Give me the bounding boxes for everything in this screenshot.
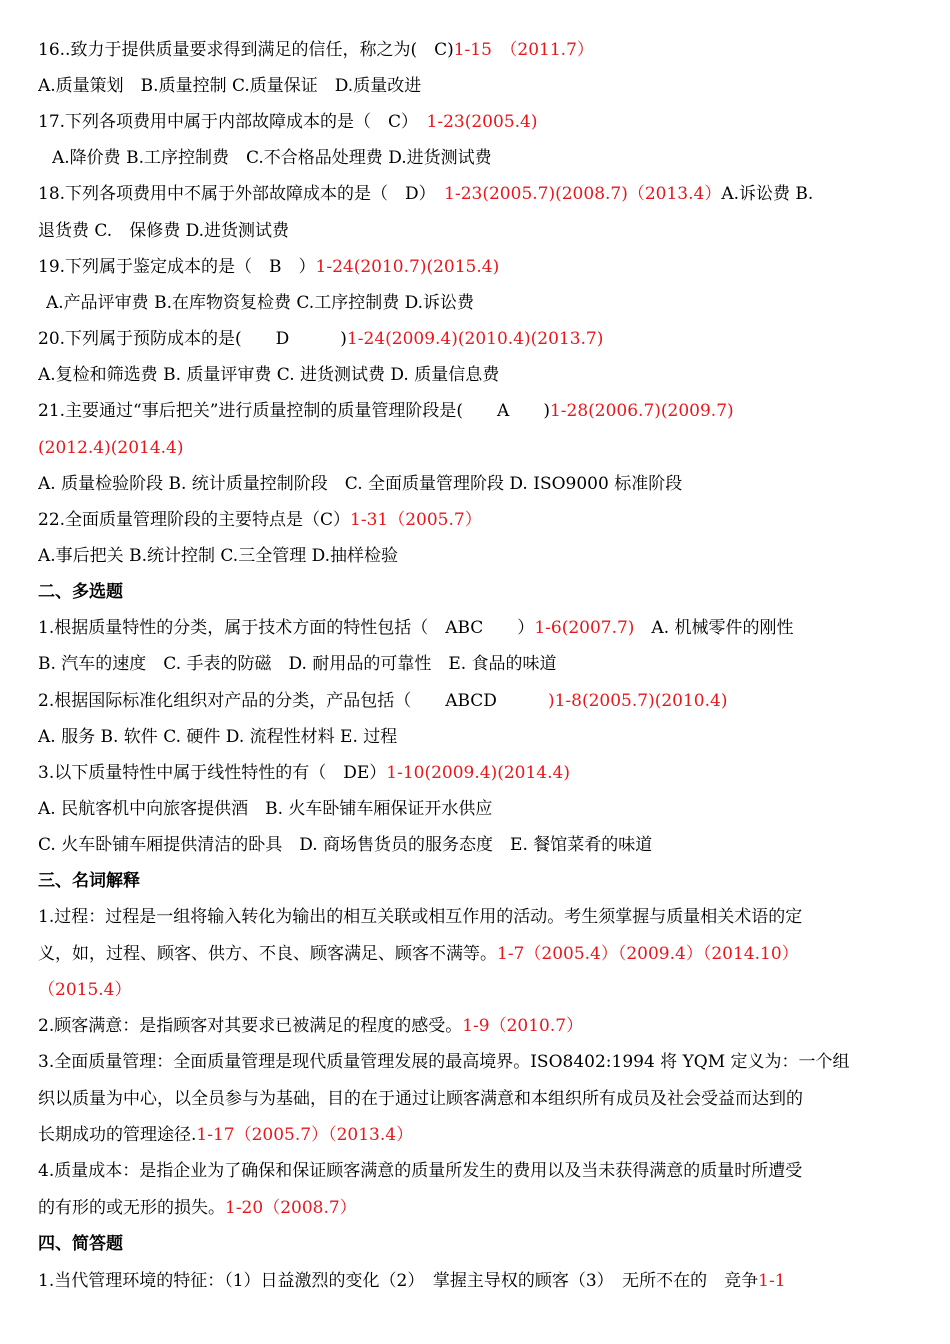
text-line: 1.根据质量特性的分类，属于技术方面的特性包括（ ABC ）1-6(2007.7) A. 机械零件的刚性 (38, 618, 794, 638)
text-line (38, 436, 914, 460)
text-line: A. 服务 B. 软件 C. 硬件 D. 流程性材料 E. 过程 (38, 727, 398, 747)
text-line: 3.全面质量管理：全面质量管理是现代质量管理发展的最高境界。ISO8402:1994 将 YQM 定义为：一个组 (38, 1052, 850, 1072)
text-line: A. 民航客机中向旅客提供酒 B. 火车卧铺车厢保证开水供应 (38, 799, 493, 819)
source-reference: )1-8(2005.7)(2010.4) (547, 691, 728, 711)
source-reference: 1-28(2006.7)(2009.7) (549, 401, 734, 421)
text-line: 17.下列各项费用中属于内部故障成本的是（ C） 1-23(2005.4) (38, 112, 538, 132)
source-reference: (2012.4)(2014.4) (38, 438, 184, 458)
text-line: C. 火车卧铺车厢提供清洁的卧具 D. 商场售货员的服务态度 E. 餐馆菜肴的味道 (38, 835, 653, 855)
text-line: A.降价费 B.工序控制费 C.不合格品处理费 D.进货测试费 (52, 148, 492, 168)
text-line: 1.当代管理环境的特征：（1）日益激烈的变化（2） 掌握主导权的顾客（3） 无所不在的 竞争1-1 (38, 1271, 786, 1291)
source-reference: 1-7（2005.4）（2009.4）（2014.10） (497, 944, 799, 964)
section-heading: 三、名词解释 (38, 871, 140, 891)
text-line: A.质量策划 B.质量控制 C.质量保证 D.质量改进 (38, 76, 422, 96)
text-line: B. 汽车的速度 C. 手表的防磁 D. 耐用品的可靠性 E. 食品的味道 (38, 654, 557, 674)
text-line: 织以质量为中心，以全员参与为基础，目的在于通过让顾客满意和本组织所有成员及社会受益而达到的 (38, 1089, 803, 1109)
text-line: 4.质量成本：是指企业为了确保和保证顾客满意的质量所发生的费用以及当未获得满意的质量时所遭受 (38, 1161, 803, 1181)
source-reference: 1-17（2005.7）（2013.4） (196, 1125, 414, 1145)
text-line: 21.主要通过“事后把关”进行质量控制的质量管理阶段是( A )1-28(2006.7)(2009.7) (38, 401, 734, 421)
text-line: A. 质量检验阶段 B. 统计质量控制阶段 C. 全面质量管理阶段 D. ISO9000 标准阶段 (38, 474, 683, 494)
text-line: 长期成功的管理途径.1-17（2005.7）（2013.4） (38, 1125, 414, 1145)
source-reference: （2015.4） (38, 980, 132, 1000)
source-reference: 1-1 (758, 1271, 786, 1291)
text-line: 2.顾客满意：是指顾客对其要求已被满足的程度的感受。1-9（2010.7） (38, 1016, 584, 1036)
source-reference: 1-31（2005.7） (350, 510, 482, 530)
text-line: A.复检和筛选费 B. 质量评审费 C. 进货测试费 D. 质量信息费 (38, 365, 500, 385)
text-line: 20.下列属于预防成本的是( D )1-24(2009.4)(2010.4)(2013.7) (38, 329, 604, 349)
text-line: 3.以下质量特性中属于线性特性的有（ DE）1-10(2009.4)(2014.4) (38, 763, 570, 783)
text-line: 19.下列属于鉴定成本的是（ B ）1-24(2010.7)(2015.4) (38, 257, 500, 277)
source-reference: 1-23(2005.7)(2008.7)（2013.4） (444, 184, 722, 204)
text-line: 退货费 C. 保修费 D.进货测试费 (38, 221, 290, 241)
source-reference: 1-10(2009.4)(2014.4) (386, 763, 570, 783)
text-line: 2.根据国际标准化组织对产品的分类，产品包括（ ABCD )1-8(2005.7)(2010.4) (38, 691, 728, 711)
section-heading: 二、多选题 (38, 582, 123, 602)
text-line: 的有形的或无形的损失。1-20（2008.7） (38, 1198, 357, 1218)
text-line: 16..致力于提供质量要求得到满足的信任，称之为( C)1-15 （2011.7） (38, 40, 594, 60)
text-line: 18.下列各项费用中不属于外部故障成本的是（ D） 1-23(2005.7)(2008.7)（2013.4）A.诉讼费 B. (38, 184, 814, 204)
text-line (38, 978, 914, 1002)
source-reference: 1-15 （2011.7） (453, 40, 594, 60)
text-line: 义，如，过程、顾客、供方、不良、顾客满足、顾客不满等。1-7（2005.4）（2009.4）（2014.10） (38, 944, 799, 964)
source-reference: 1-24(2010.7)(2015.4) (315, 257, 500, 277)
text-line: A.产品评审费 B.在库物资复检费 C.工序控制费 D.诉讼费 (46, 293, 475, 313)
source-reference: 1-24(2009.4)(2010.4)(2013.7) (346, 329, 604, 349)
section-heading: 四、简答题 (38, 1234, 123, 1254)
source-reference: 1-20（2008.7） (225, 1198, 357, 1218)
text-line: 1.过程：过程是一组将输入转化为输出的相互关联或相互作用的活动。考生须掌握与质量相关术语的定 (38, 907, 803, 927)
source-reference: 1-6(2007.7) (534, 618, 635, 638)
source-reference: 1-9（2010.7） (462, 1016, 584, 1036)
text-line: A.事后把关 B.统计控制 C.三全管理 D.抽样检验 (38, 546, 399, 566)
text-line: 22.全面质量管理阶段的主要特点是（C）1-31（2005.7） (38, 510, 482, 530)
source-reference: 1-23(2005.4) (426, 112, 538, 132)
